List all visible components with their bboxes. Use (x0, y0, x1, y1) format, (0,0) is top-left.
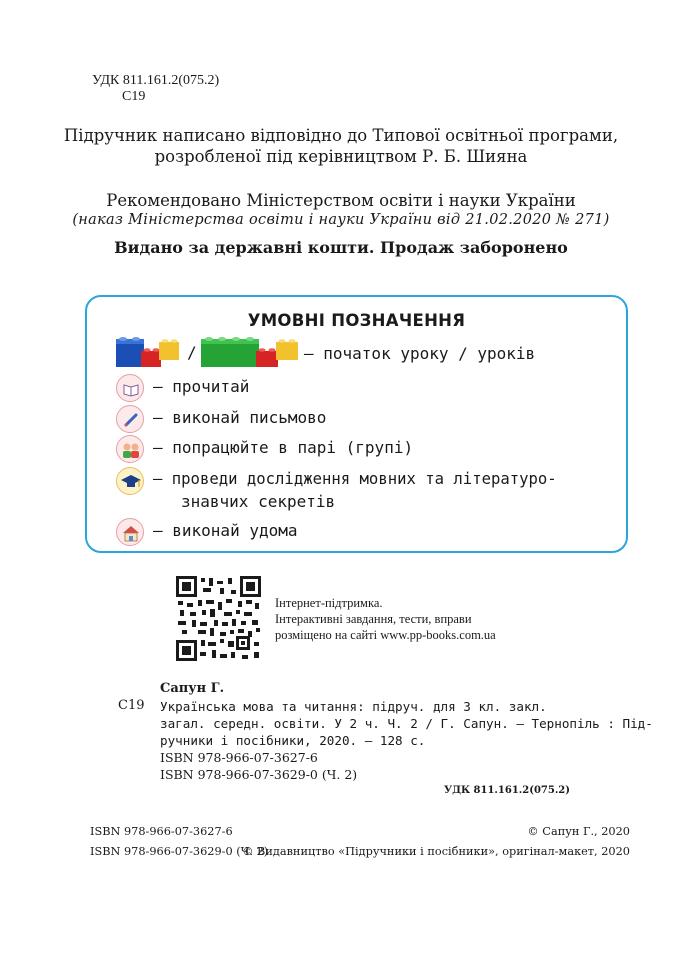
author-code: С19 (122, 89, 146, 104)
biblio-udk: УДК 811.161.2(075.2) (443, 785, 570, 796)
legend-text-research-cont: знавчих секретів (181, 492, 336, 511)
udk-code: УДК 811.161.2(075.2) (92, 73, 220, 88)
biblio-isbn-1: ISBN 978-966-07-3627-6 (160, 750, 318, 765)
support-line-1: Інтернет-підтримка. (275, 596, 383, 610)
biblio-line-2: загал. середн. освіти. У 2 ч. Ч. 2 / Г. Сапун. — Тернопіль : Під- (160, 716, 653, 731)
pen-write-icon (116, 405, 144, 433)
lego-bricks-icon (115, 333, 185, 369)
recommendation-text: Рекомендовано Міністерством освіти і науки України (106, 191, 576, 210)
legend-text-pair: — попрацюйте в парі (групі) (153, 438, 414, 457)
biblio-isbn-2: ISBN 978-966-07-3629-0 (Ч. 2) (160, 767, 358, 782)
intro-line-1: Підручник написано відповідно до Типової освітньої програми, (63, 126, 619, 145)
funding-note: Видано за державні кошти. Продаж заборонено (114, 238, 568, 257)
house-icon (116, 518, 144, 546)
legend-text-read: — прочитай (153, 377, 250, 396)
legend-title: УМОВНІ ПОЗНАЧЕННЯ (247, 311, 466, 330)
legend-text-write: — виконай письмово (153, 408, 327, 427)
biblio-author: Сапун Г. (160, 681, 225, 696)
footer-isbn-2: ISBN 978-966-07-3629-0 (Ч. 2) (90, 845, 269, 858)
footer-copyright-publisher: © Видавництво «Підручники і посібники», оригінал-макет, 2020 (242, 845, 630, 858)
ministry-order: (наказ Міністерства освіти і науки України від 21.02.2020 № 271) (72, 212, 610, 228)
support-line-3: розміщено на сайті www.pp-books.com.ua (275, 628, 496, 642)
pair-children-icon (116, 435, 144, 463)
graduation-cap-icon (116, 467, 144, 495)
footer-isbn-1: ISBN 978-966-07-3627-6 (90, 825, 233, 838)
lego-bricks-green-icon (200, 333, 300, 369)
qr-code[interactable] (176, 576, 261, 661)
internet-support (275, 595, 496, 643)
legend-text-research: — проведи дослідження мовних та літературо- (153, 470, 557, 488)
biblio-line-1: Українська мова та читання: підруч. для 3 кл. закл. (160, 699, 547, 714)
read-book-icon (116, 374, 144, 402)
biblio-line-3: ручники і посібники, 2020. — 128 с. (160, 733, 426, 748)
support-line-2: Інтерактивні завдання, тести, вправи (275, 612, 472, 626)
biblio-code: С19 (118, 698, 145, 713)
legend-text-lesson-start: — початок уроку / уроків (304, 344, 536, 363)
intro-line-2: розробленої під керівництвом Р. Б. Шияна (154, 147, 528, 166)
footer-copyright-author: © Сапун Г., 2020 (527, 825, 630, 838)
legend-separator: / (187, 343, 197, 362)
intro-text (0, 125, 682, 167)
legend-text-home: — виконай удома (153, 521, 298, 540)
